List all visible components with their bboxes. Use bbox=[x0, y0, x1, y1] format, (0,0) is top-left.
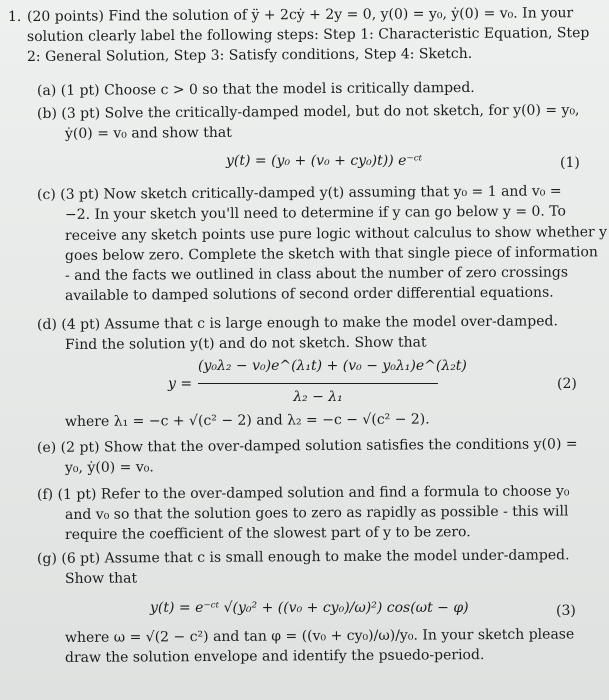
equation-2-numerator: (y₀λ₂ − v₀)e^(λ₁t) + (v₀ − y₀λ₁)e^(λ₂t) bbox=[198, 358, 467, 374]
equation-3-number: (3) bbox=[556, 603, 576, 619]
part-g-line-1: (g) (6 pt) Assume that c is small enough to make the model under-damped. bbox=[36, 547, 570, 567]
part-f-line-3: require the coefficient of the slowest part of y to be zero. bbox=[64, 524, 471, 543]
problem-number: 1. bbox=[7, 8, 22, 25]
part-a-line-1: (a) (1 pt) Choose c > 0 so that the model is critically damped. bbox=[36, 79, 475, 99]
part-g-line-2: Show that bbox=[64, 570, 138, 587]
part-c-line-4: goes below zero. Complete the sketch with that single piece of information bbox=[64, 244, 598, 264]
part-c-line-6: available to damped solutions of second order differential equations. bbox=[64, 284, 554, 304]
part-b-line-2: ẏ(0) = v₀ and show that bbox=[64, 124, 232, 142]
equation-1-number: (1) bbox=[560, 155, 580, 171]
part-c-line-3: receive any sketch points use pure logic without calculus to show whether y bbox=[64, 224, 608, 244]
part-b-line-1: (b) (3 pt) Solve the critically-damped model, but do not sketch, for y(0) = y₀, bbox=[36, 102, 580, 122]
problem-intro-line-2: solution clearly label the following steps: Step 1: Characteristic Equation, Step bbox=[26, 25, 590, 45]
part-c-line-2: −2. In your sketch you'll need to determine if y can go below y = 0. To bbox=[64, 203, 567, 223]
equation-2-denominator: λ₂ − λ₁ bbox=[293, 389, 343, 405]
equation-2-number: (2) bbox=[557, 376, 577, 392]
problem-intro-line-3: 2: General Solution, Step 3: Satisfy conditions, Step 4: Sketch. bbox=[26, 45, 473, 65]
problem-intro-line-1: (20 points) Find the solution of ÿ + 2cẏ + 2y = 0, y(0) = y₀, ẏ(0) = v₀. In your bbox=[26, 5, 574, 25]
part-d-line-2: Find the solution y(t) and do not sketch. Show that bbox=[64, 334, 427, 353]
part-c-line-1: (c) (3 pt) Now sketch critically-damped y(t) assuming that y₀ = 1 and v₀ = bbox=[36, 183, 562, 203]
part-d-where: where λ₁ = −c + √(c² − 2) and λ₂ = −c − √(c² − 2). bbox=[64, 411, 430, 430]
part-c-line-5: - and the facts we outlined in class about the number of zero crossings bbox=[64, 264, 569, 284]
part-g-after-line-2: draw the solution envelope and identify the psuedo-period. bbox=[64, 647, 485, 666]
part-g-after-line-1: where ω = √(2 − c²) and tan φ = ((v₀ + cy₀)/ω)/y₀. In your sketch please bbox=[64, 626, 575, 646]
equation-2-fraction-bar bbox=[198, 383, 438, 384]
equation-2-lhs: y = bbox=[168, 376, 193, 392]
part-d-line-1: (d) (4 pt) Assume that c is large enough to make the model over-damped. bbox=[36, 313, 558, 333]
part-e-line-1: (e) (2 pt) Show that the over-damped solution satisfies the conditions y(0) = bbox=[36, 436, 578, 456]
equation-1: y(t) = (y₀ + (v₀ + cy₀)t)) e⁻ᶜᵗ bbox=[226, 153, 423, 169]
part-f-line-2: and v₀ so that the solution goes to zero as rapidly as possible - this will bbox=[64, 503, 569, 523]
part-f-line-1: (f) (1 pt) Refer to the over-damped solution and find a formula to choose y₀ bbox=[36, 483, 570, 503]
part-e-line-2: y₀, ẏ(0) = v₀. bbox=[64, 459, 154, 476]
equation-3: y(t) = e⁻ᶜᵗ √(y₀² + ((v₀ + cy₀)/ω)²) cos(ωt − φ) bbox=[150, 600, 469, 616]
